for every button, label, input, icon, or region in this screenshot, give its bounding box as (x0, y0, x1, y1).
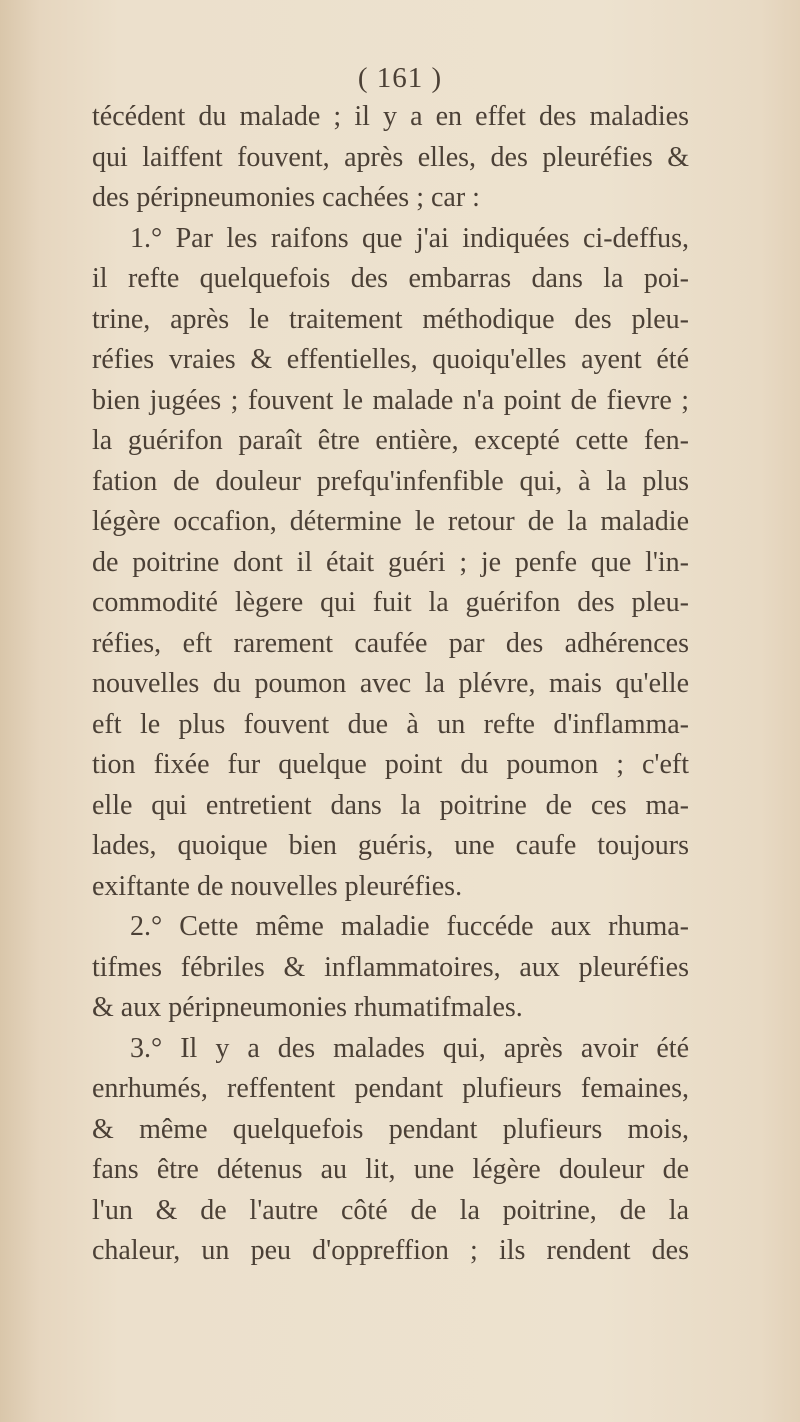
text-line: 1.° Par les raifons que j'ai indiquées ci-deffus, (130, 222, 689, 254)
text-line: lades, quoique bien guéris, une caufe toujours (92, 830, 689, 861)
text-line: des péripneumonies cachées ; car : (92, 182, 480, 213)
text-line: 3.° Il y a des malades qui, après avoir été (130, 1032, 689, 1064)
text-line: 2.° Cette même maladie fuccéde aux rhuma- (130, 911, 689, 942)
text-line: fation de douleur prefqu'infenfible qui, à la plus (92, 465, 689, 497)
text-line: réfies, eft rarement caufée par des adhérences (92, 627, 689, 659)
text-line: nouvelles du poumon avec la plévre, mais qu'elle (92, 668, 689, 699)
text-line: elle qui entretient dans la poitrine de ces ma- (92, 789, 689, 821)
text-line: chaleur, un peu d'oppreffion ; ils rendent des (92, 1235, 689, 1266)
text-line: de poitrine dont il était guéri ; je penfe que l'in- (92, 546, 689, 578)
text-line: la guérifon paraît être entière, excepté cette fen- (92, 425, 689, 456)
text-line: eft le plus fouvent due à un refte d'inflamma- (92, 708, 689, 740)
text-line: légère occafion, détermine le retour de la maladie (92, 506, 689, 537)
text-line: commodité lègere qui fuit la guérifon des pleu- (92, 587, 689, 618)
text-line: & aux péripneumonies rhumatifmales. (92, 992, 523, 1023)
page-number: ( 161 ) (357, 62, 443, 94)
text-line: & même quelquefois pendant plufieurs mois, (92, 1113, 689, 1145)
text-line: l'un & de l'autre côté de la poitrine, de la (92, 1194, 689, 1226)
body-text (92, 97, 689, 1272)
text-line: tion fixée fur quelque point du poumon ; c'eft (92, 749, 689, 780)
text-line: técédent du malade ; il y a en effet des maladies (92, 101, 689, 132)
text-line: il refte quelquefois des embarras dans la poi- (92, 263, 689, 294)
text-line: exiftante de nouvelles pleuréfies. (92, 870, 463, 902)
text-line: fans être détenus au lit, une légère douleur de (92, 1154, 689, 1185)
text-line: réfies vraies & effentielles, quoiqu'elles ayent été (92, 344, 689, 375)
text-line: tifmes fébriles & inflammatoires, aux pleuréfies (92, 951, 689, 983)
text-line: qui laiffent fouvent, après elles, des pleuréfies & (92, 141, 689, 173)
text-line: trine, après le traitement méthodique des pleu- (92, 303, 689, 335)
text-line: enrhumés, reffentent pendant plufieurs femaines, (92, 1073, 689, 1104)
text-line: bien jugées ; fouvent le malade n'a point de fievre ; (92, 384, 689, 416)
